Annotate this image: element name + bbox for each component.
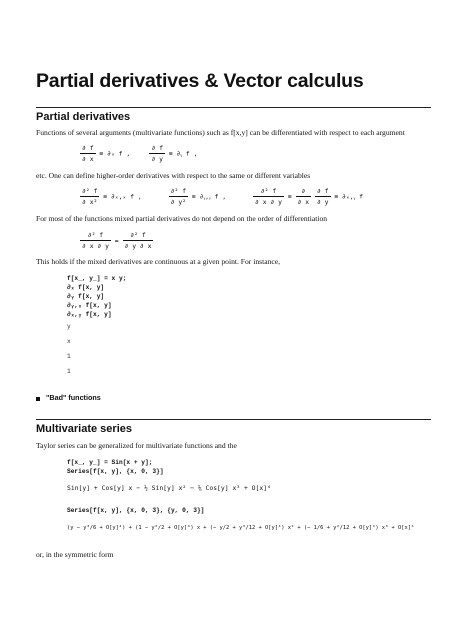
code-line: ∂ᵧ f[x, y] [67, 293, 105, 300]
taylor-paragraph: Taylor series can be generalized for multivariate functions and the [36, 441, 237, 450]
code-line: ∂ᵧ,ₓ f[x, y] [67, 302, 112, 309]
symmetric-form-paragraph: or, in the symmetric form [36, 550, 114, 559]
code-line: Series[f[x, y], {x, 0, 3}] [67, 468, 164, 475]
section-heading-partial-derivatives: Partial derivatives [36, 111, 131, 123]
mixed-derivatives-paragraph: For most of the functions mixed partial derivatives do not depend on the order of differentiation [36, 214, 328, 223]
series-output-x: Sin[y] + Cos[y] x − ½ Sin[y] x² − ⅙ Cos[y] x³ + O[x]⁴ [67, 484, 271, 492]
holds-paragraph: This holds if the mixed derivatives are continuous at a given point. For instance, [36, 257, 281, 266]
output-line: y [67, 323, 71, 330]
code-line: ∂ₓ,ᵧ f[x, y] [67, 311, 112, 318]
code-line: Series[f[x, y], {x, 0, 3}, {y, 0, 3}] [67, 507, 205, 514]
output-line: 1 [67, 368, 71, 375]
intro-paragraph: Functions of several arguments (multivariate functions) such as f[x,y] can be differentiated with respect to each argument [36, 128, 405, 137]
series-output-xy: (y − y³/6 + O[y]⁴) + (1 − y²/2 + O[y]⁴) x + (− y/2 + y³/12 + O[y]⁴) x² + (− 1/6 + y²/12 + O[y]⁴) x³ + O[x]⁴ [67, 525, 415, 531]
bad-functions-section-toggle[interactable]: "Bad" functions [46, 393, 101, 402]
higher-order-paragraph: etc. One can define higher-order derivatives with respect to the same or different variables [36, 171, 311, 180]
section-heading-multivariate-series: Multivariate series [36, 423, 132, 435]
section-divider [36, 107, 431, 108]
equation-mixed-equality: $\frac{\text{∂² f}}{\partial x \partial y}$ = $\frac{\text{∂² f}}{\partial y \partial x}$ [82, 231, 152, 250]
page-title: Partial derivatives & Vector calculus [36, 70, 364, 92]
output-line: 1 [67, 353, 71, 360]
code-line: ∂ₓ f[x, y] [67, 284, 105, 291]
equation-higher-order: $\frac{\text{∂² f}}{\text{∂ x²}}$ ≡ ∂ₓ,ₓ f , $\frac{\text{∂² f}}{\text{∂ y²}}$ ≡ ∂ᵧ,ᵧ f , $\frac{\text{∂² f}}{\partial x \partial y}$ ≡ $\frac{\partial}{\partial x}$ $\frac{\partial f}{\partial y}$ ≡ ∂ₓ,ᵧ f [82, 187, 363, 206]
code-line: f[x_, y_] = Sin[x + y]; [67, 459, 153, 466]
output-line: x [67, 338, 71, 345]
bullet-icon [36, 397, 40, 401]
equation-first-derivatives: $\frac{\partial f}{\partial x}$ ≡ ∂ₓ f , $\frac{\partial f}{\partial y}$ ≡ ∂ᵧ f , [82, 144, 198, 163]
section-divider [36, 419, 431, 420]
code-line: f[x_, y_] = x y; [67, 275, 127, 282]
